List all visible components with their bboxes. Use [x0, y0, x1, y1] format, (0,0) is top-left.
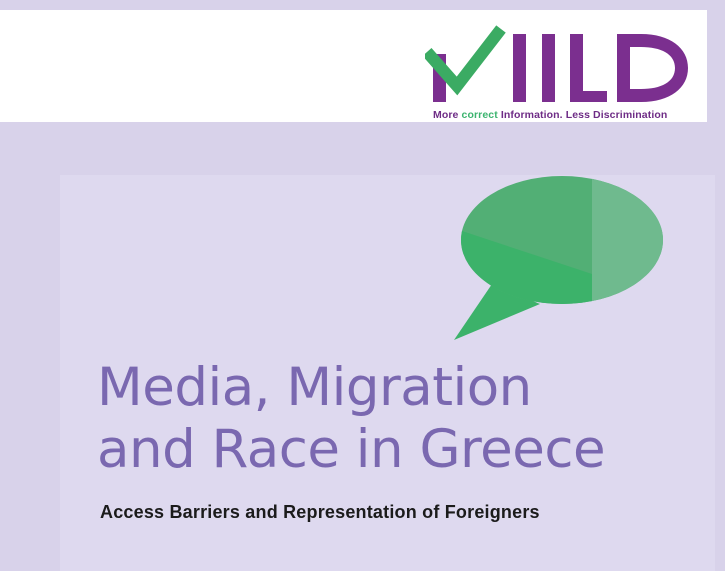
page-subtitle: Access Barriers and Representation of Foreigners — [100, 502, 540, 522]
page-title — [97, 357, 657, 481]
speech-bubble-right-segment — [592, 170, 680, 310]
mild-logo — [425, 25, 691, 103]
tagline-part1: More — [433, 109, 459, 121]
tagline-part3: Information. Less Discrimination — [500, 109, 668, 121]
page-title-line1: Media, Migration — [97, 357, 532, 418]
speech-bubble-icon — [445, 170, 680, 350]
tagline-part2: correct — [461, 109, 498, 121]
page-title-line2: and Race in Greece — [97, 419, 606, 480]
header-band — [0, 10, 707, 122]
logo-tagline — [433, 109, 695, 122]
